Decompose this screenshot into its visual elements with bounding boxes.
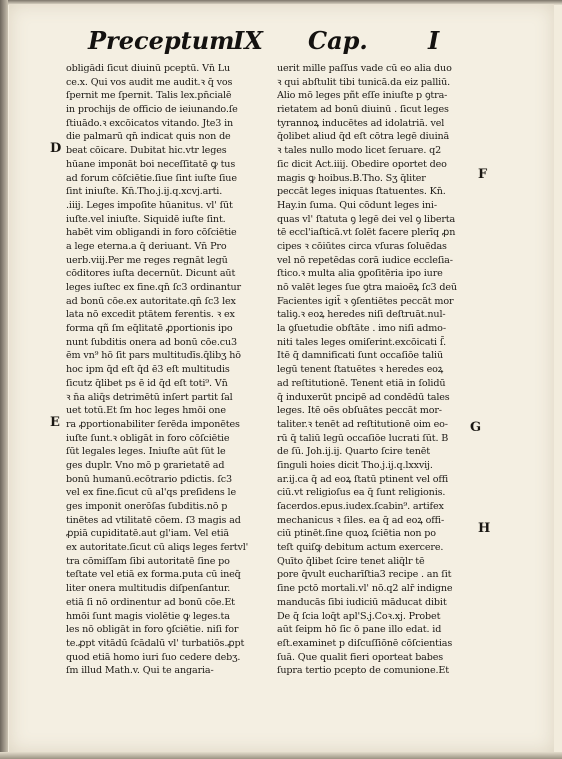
text-line: Alio mō leges pñt eſſe iniuſte p ꝯtra- [277,90,448,102]
text-line: q̄ induxerūt pncipē ad condēdū tales [277,391,450,403]
header-cap: Cap. [308,26,368,55]
text-line: etiā ſi nō ordinentur ad bonū cōe.Et [66,596,235,608]
text-line: manducās ſibi iudiciū māducat dibit [277,596,447,608]
text-line: taliter.ꝛ tenēt ad reſtitutionē oim eo- [277,418,448,430]
text-line: die palmarū qn̄ indicat quis non de [66,131,231,143]
text-line: teſt quiſꝙ debitum actum exercere. [277,542,444,554]
text-line: in prochijs de officio de ieiunando.ſe [66,104,238,116]
text-line: ciū.vt religioſus ea q̄ ſunt religionis. [277,487,446,499]
margin-letter-g: G [470,420,482,435]
text-line: ꝓpiā cupiditatē.aut gl'iam. Vel etiā [66,528,229,540]
page-bottom-edge [0,752,562,759]
text-line: rū q̄ taliū legū occaſiōe lucrati ſūt. B [277,432,449,444]
text-line: la ꝯſuetudie obſtāte . imo niſi admo- [277,323,446,335]
margin-letter-f: F [478,167,488,182]
text-line: obligādi ſicut diuinū pceptū. Vn̄ Lu [66,63,231,74]
text-line: rietatem ad bonū diuinū . ſicut leges [277,104,449,116]
text-line: ſm illud Math.v. Qui te angaria- [66,665,214,677]
text-line: nō valēt leges ſue ꝯtra maioēꝝ ſc3 deū [277,282,457,293]
text-line: quod etiā homo iuri ſuo cedere debʒ. [66,651,241,663]
text-line: leges. Itē oēs obſuātes peccāt mor- [277,405,442,417]
text-line: peccāt leges iniquas ſtatuentes. Kn̄. [277,186,446,198]
text-line: taliꝯ.ꝛ eoꝝ heredes niſi deſtruāt.nul- [277,309,446,321]
text-line: ad bonū cōe.ex autoritate.qn̄ ſc3 lex [66,295,236,307]
left-text-column [66,62,260,678]
text-line: nunt ſubditis onera ad bonū cōe.cu3 [66,336,237,348]
text-line: ſinguli hoies dicit Tho.j.ij.q.lxxvij. [277,459,433,471]
text-line: ꝛ tales nullo modo licet ſeruare. q2 [277,145,442,157]
text-line: de ſū. Joh.ij.ij. Quarto ſcire tenēt [277,446,430,458]
text-line: niti tales leges omiſerint.excōicati ſ̄. [277,336,447,348]
text-line: eſt.examinet p diſcuſſiōnē cōſcientias [277,637,453,649]
running-header [88,22,488,60]
text-line: vel ex fine.ſicut cū al'qs preſidens le [66,487,236,499]
text-line: tra cōmiſſam ſibi autoritatē ſine po [66,555,230,567]
text-line: .iiij. Leges impoſite hūanitus. vl' ſūt [66,199,233,211]
right-text-column [277,62,471,678]
text-line: ciū ptinēt.ſine quoꝝ ſciētia non po [277,528,436,540]
text-line: leges iuſtec ex fine.qn̄ ſc3 ordinantur [66,282,241,293]
text-line: tē eccl'iaſticā.vt ſolēt facere plerīq ꝓn [277,227,456,239]
text-line: hūane imponāt boi neceſſitatē ꝙ tus [66,158,236,170]
text-line: ſic dicit Act.iiij. Obedire oportet deo [277,158,447,170]
text-line: hoc ipm q̄d eſt q̄d ē3 eſt multitudis [66,364,230,376]
text-line: habēt vim obligandi in foro cōſciētie [66,227,237,239]
text-line: cōditores iuſta decernūt. Dicunt aūt [66,268,236,280]
folio-number: I [428,26,440,55]
text-line: ſpernit me ſpernit. Talis lex.pn̄cialē [66,90,232,102]
margin-letter-h: H [478,521,491,536]
text-line: liter onera multitudis diſpenſantur. [66,583,231,595]
text-line: ꝛ qui abſtulit tibi tunicā.da eiz palliū. [277,76,451,88]
text-line: ēm vn⁹ hō ſit pars multitudīs.q̄libʒ hō [66,350,241,362]
text-line: Facientes igit̄ ꝛ ꝯſentiētes peccāt mor [277,295,454,307]
text-line: ſine pctō mortali.vl' nō.q2 alr̄ indigne [277,583,453,595]
text-line: ſūt legales leges. Iniuſte aūt ſūt le [66,446,226,458]
text-line: ad reſtitutionē. Tenent etiā in ſolidū [277,377,446,389]
text-line: cipes ꝛ cōiūtes circa vſuras ſoluēdas [277,240,447,252]
text-line: ſtiuādo.ꝛ excōicatos vitando. Jte3 in [66,117,234,129]
binding-edge [0,0,8,759]
text-line: aūt ſeipm hō ſic ō pane illo edat. id [277,624,442,636]
header-title: Preceptum [88,26,235,55]
text-line: tinētes ad vtilitatē cōem. ſ3 magis ad [66,514,241,526]
text-line: mechanicus ꝛ ſiles. ea q̄ ad eoꝝ offi- [277,514,445,526]
text-line: lata nō excedit ptātem ferentis. ꝛ ex [66,309,235,321]
text-line: q̄olibet aliud q̄d eſt cōtra legē diuinā [277,131,450,143]
header-number: IX [233,26,263,55]
text-line: ges imponit onerōſas ſubditis.nō p [66,501,228,512]
text-line: ſacerdos.epus.iudex.ſcabin⁹. artifex [277,501,444,512]
text-line: te.ꝓpt vitādū ſcādalū vl' turbatiōs.ꝓpt [66,637,245,649]
text-line: hmōi ſunt magis violētie ꝙ leges.ta [66,610,230,622]
text-line: uerb.viij.Per me reges regnāt legū [66,254,228,266]
text-line: pore q̄vult eucharīſtia3 recipe . an ſit [277,569,452,581]
text-line: ra ꝓportionabiliter ſerēda imponētes [66,418,240,430]
text-line: beat cōicare. Dubitat hic.vtr leges [66,145,227,157]
text-line: ſupra tertio pcepto de comunione.Et [277,665,449,677]
text-line: Itē q̄ damnificati ſunt occaſiōe taliū [277,350,443,362]
text-line: ar.ij.ca q̄ ad eoꝝ ſtatū ptinent vel offi [277,473,449,485]
text-line: De q̄ ſcia loq̄t apl'S.j.Coꝛ.xj. Probet [277,610,441,622]
text-line: iuſte ſunt.ꝛ obligāt in foro cōſciētie [66,432,230,444]
text-line: iuſte.vel iniuſte. Siquidē iuſte ſint. [66,213,226,225]
text-line: uerit mille paſſus vade cū eo alia duo [277,63,452,74]
text-line: ce.x. Qui vos audit me audit.ꝛ q̄ vos [66,76,233,88]
text-line: ſtico.ꝛ multa alia ꝯpoſitēria ipo iure [277,268,443,280]
margin-letter-e: E [50,415,60,430]
text-line: Quīto q̄libet ſcire tenet aliq̄lr tē [277,555,425,567]
text-line: ſicutz q̄libet ps ē id q̄d eſt toti⁹. Vn̄ [66,377,228,389]
text-line: ſint iniuſte. Kn̄.Tho.j.ij.q.xcvj.arti. [66,186,223,198]
text-line: ad forum cōſciētie.ſiue ſint iuſte ſiue [66,172,237,184]
text-line: a lege eterna.a q̄ deriuant. Vn̄ Pro [66,240,227,252]
text-line: magis ꝙ hoibus.B.Tho. Sʒ q̄liter [277,172,426,184]
margin-letter-d: D [50,141,62,156]
text-line: ges duplr. Vno mō p ꝯrarietatē ad [66,459,225,471]
text-line: bonū humanū.ecōtrario pdictis. ſc3 [66,473,232,485]
text-line: quas vl' ſtatuta ꝯ legē dei vel ꝯ liberta [277,213,456,225]
text-line: Hay.in ſuma. Qui cōdunt leges ini- [277,199,437,211]
text-line: vel nō repetēdas corā iudice eccleſia- [277,254,453,266]
text-line: forma qñ ſm eq̄litatē ꝓportionis ipo [66,323,233,335]
text-line: ꝛ n̄a aliq̄s detrimētū inſert partit ſal [66,391,233,403]
text-line: legū tenent ſtatuētes ꝛ heredes eoꝝ [277,364,444,376]
text-line: ex autoritate.ſicut cū aliqs leges fertvl' [66,542,249,554]
text-line: les nō obligāt in foro ꝯſciētie. niſi for [66,624,239,636]
text-line: teſtate vel etiā ex forma.puta cū ineq̄ [66,569,241,581]
text-line: tyrannoꝝ inducētes ad idolatriā. vel [277,117,445,129]
text-line: uet totū.Et ſm hoc leges hmōi one [66,405,226,417]
text-line: ſuā. Que qualit fieri oporteat babes [277,651,444,663]
